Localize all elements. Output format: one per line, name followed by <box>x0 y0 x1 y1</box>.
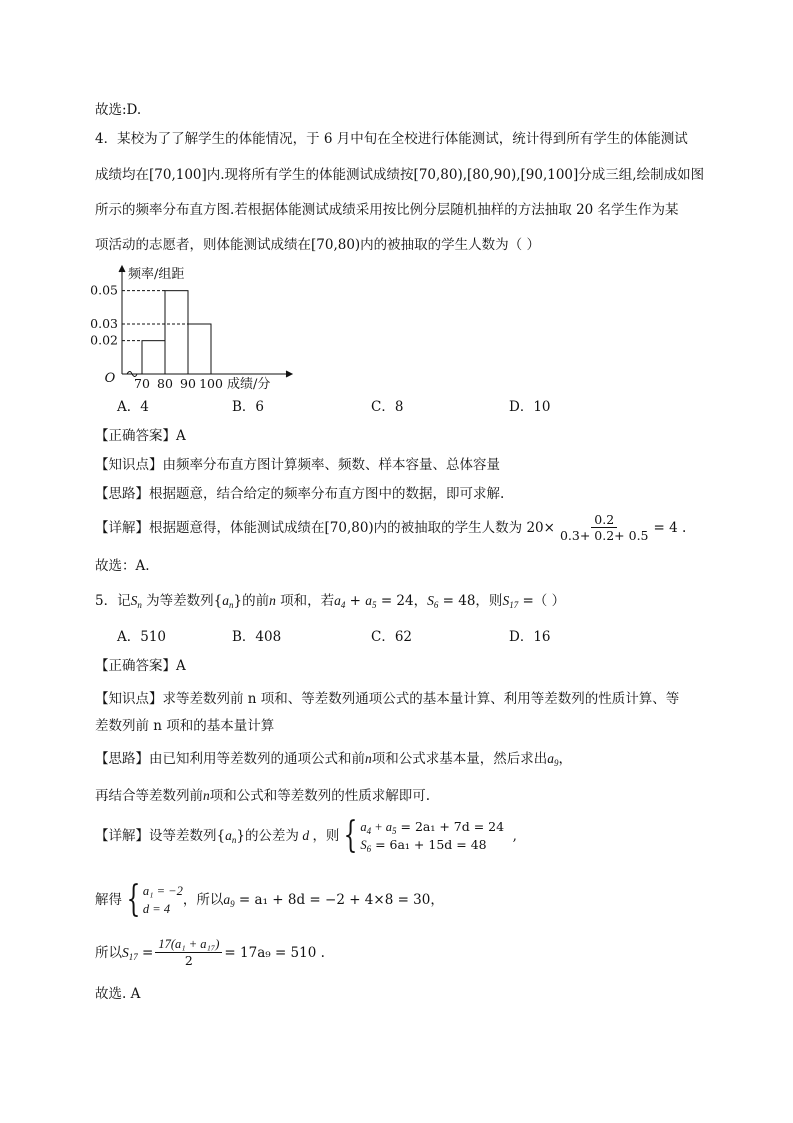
q5-sum-part: 所以 <box>95 944 122 961</box>
q5-detail-part: 【详解】设等差数列 <box>95 828 217 844</box>
q5-answer: 【正确答案】A <box>95 658 186 674</box>
q4-stem-line2: 成绩均在[70,100]内.现将所有学生的体能测试成绩按[70,80),[80,90),[90,100]分成三组,绘制成如图 <box>95 167 705 183</box>
q5-option-c: C．62 <box>371 629 413 645</box>
q5-solution-system: { a₁ = −2 d = 4 <box>126 879 183 920</box>
x-tick-label: 80 <box>157 376 173 391</box>
q4-knowledge: 【知识点】由频率分布直方图计算频率、频数、样本容量、总体容量 <box>95 457 500 473</box>
q5-solution-row1: a₁ = −2 <box>142 884 183 898</box>
q5-knowledge-line1: 【知识点】求等差数列前 n 项和、等差数列通项公式的基本量计算、利用等差数列的性质计算、等 <box>95 691 680 707</box>
x-axis-label: 成绩/分 <box>227 377 271 392</box>
q5-solve-part: ，所以 <box>182 892 224 908</box>
q5-idea-part: 项和公式求基本量，然后求出 <box>371 751 548 767</box>
q4-detail <box>95 512 686 543</box>
q4-idea: 【思路】根据题意，结合给定的频率分布直方图中的数据，即可求解. <box>95 486 505 502</box>
q4-detail-result: = 4 . <box>653 519 687 536</box>
q5-stem-part: 为等差数列 <box>146 593 214 609</box>
x-tick-label: 100 <box>199 376 223 391</box>
q5-detail-part: ，则 <box>312 828 340 844</box>
q5-sum-fraction <box>155 937 222 968</box>
q4-fraction-denominator: 0.3+ 0.2+ 0.5 <box>559 528 649 543</box>
q5-knowledge-line2: 差数列前 n 项和的基本量计算 <box>95 718 275 734</box>
q5-sum-denominator: 2 <box>184 953 193 968</box>
y-axis-label: 频率/组距 <box>128 267 185 282</box>
y-tick-label: 0.05 <box>90 282 118 298</box>
histogram-bar <box>142 341 165 374</box>
q5-idea-part: 项和公式和等差数列的性质求解即可. <box>209 788 431 804</box>
q5-detail: 【详解】设等差数列 { $a_n$ } 的公差为 d ，则 { $a_4 + a_5 = 2a_1 + 7d = 24$ $S_6 = 6a_1 + 15d = 48$ , <box>95 815 517 856</box>
q5-idea-part: 再结合等差数列前 <box>95 788 203 804</box>
q4-option-a: A．4 <box>117 399 149 415</box>
frequency-histogram <box>90 262 300 392</box>
q4-answer: 【正确答案】A <box>95 428 186 444</box>
x-tick-label: 90 <box>180 376 196 391</box>
q4-option-d: D．10 <box>509 399 551 415</box>
q5-stem-part: 项和，若 <box>280 593 335 609</box>
q4-detail-text: 【详解】根据题意得，体能测试成绩在[70,80)内的被抽取的学生人数为 20× <box>95 519 555 536</box>
q5-option-a: A．510 <box>117 629 167 645</box>
q4-conclusion: 故选：A. <box>95 558 150 574</box>
y-tick-label: 0.03 <box>90 316 118 331</box>
x-tick-label: 70 <box>134 376 150 391</box>
q5-option-b: B．408 <box>232 629 282 645</box>
q5-solve-part: = a₁ + 8d = −2 + 4×8 = 30， <box>238 892 444 908</box>
y-tick-label: 0.02 <box>90 332 118 348</box>
q5-system-row1: = 2a₁ + 7d = 24 <box>400 819 505 834</box>
q4-fraction-numerator: 0.2 <box>591 512 617 528</box>
q5-stem-part: = 48，则 <box>442 593 503 609</box>
q5-sum: 所以 $S_{17}$ = $\frac{\text{17(a₁ + a₁₇)}}{2}$ = 17a₉ = 510 . <box>95 937 325 968</box>
q5-option-d: D．16 <box>509 629 551 645</box>
histogram-bar <box>165 291 188 374</box>
q5-conclusion: 故选. A <box>95 986 141 1002</box>
q4-option-c: C．8 <box>371 399 404 415</box>
q5-idea-line2: 再结合等差数列前n项和公式和等差数列的性质求解即可. <box>95 788 431 804</box>
q5-stem: 5．记$S_n$ 为等差数列$\{a_n\}$的前n 项和，若$a_4 + a_5 = 24$，$S_6 = 48$，则$S_{17}$ =（ ） <box>95 593 566 610</box>
q5-sum-part: = 17a₉ = 510 . <box>224 944 325 961</box>
q5-stem-part: 的前 <box>242 593 270 609</box>
q5-solve-part: 解得 <box>95 892 122 908</box>
q5-system-row2: = 6a₁ + 15d = 48 <box>375 837 487 852</box>
q5-idea-part: 【思路】由已知利用等差数列的通项公式和前 <box>95 751 365 767</box>
q3-conclusion: 故选:D. <box>95 102 142 118</box>
y-axis-arrow <box>119 266 125 272</box>
q5-stem-part: = 24， <box>380 593 428 609</box>
q5-stem-part: =（ ） <box>522 593 566 609</box>
x-axis-arrow <box>286 371 292 377</box>
q5-equation-system: { $a_4 + a_5 = 2a_1 + 7d = 24$ $S_6 = 6a_1 + 15d = 48$ <box>344 815 505 856</box>
q4-option-b: B．6 <box>232 399 265 415</box>
q5-solve: 解得 { a₁ = −2 d = 4 ，所以 $a_9$ = a₁ + 8d = −2 + 4×8 = 30， <box>95 879 444 920</box>
q4-detail-fraction <box>557 512 652 543</box>
q4-stem-line3: 所示的频率分布直方图.若根据体能测试成绩采用按比例分层随机抽样的方法抽取 20 名学生作为某 <box>95 202 679 218</box>
q5-solution-row2: d = 4 <box>142 902 171 916</box>
q5-sum-numerator: 17(a₁ + a₁₇) <box>155 937 222 953</box>
q5-detail-part: 的公差为 <box>244 828 299 844</box>
origin-label: O <box>104 371 116 386</box>
q4-stem-line1: 4．某校为了了解学生的体能情况，于 6 月中旬在全校进行体能测试，统计得到所有学生的体能测试 <box>95 131 688 147</box>
histogram-bar <box>188 324 211 374</box>
q5-stem-part: 5．记 <box>95 593 131 609</box>
q5-idea-line1: 【思路】由已知利用等差数列的通项公式和前n项和公式求基本量，然后求出$a_9$， <box>95 751 572 768</box>
q4-stem-line4: 项活动的志愿者，则体能测试成绩在[70,80)内的被抽取的学生人数为（ ） <box>95 237 540 253</box>
